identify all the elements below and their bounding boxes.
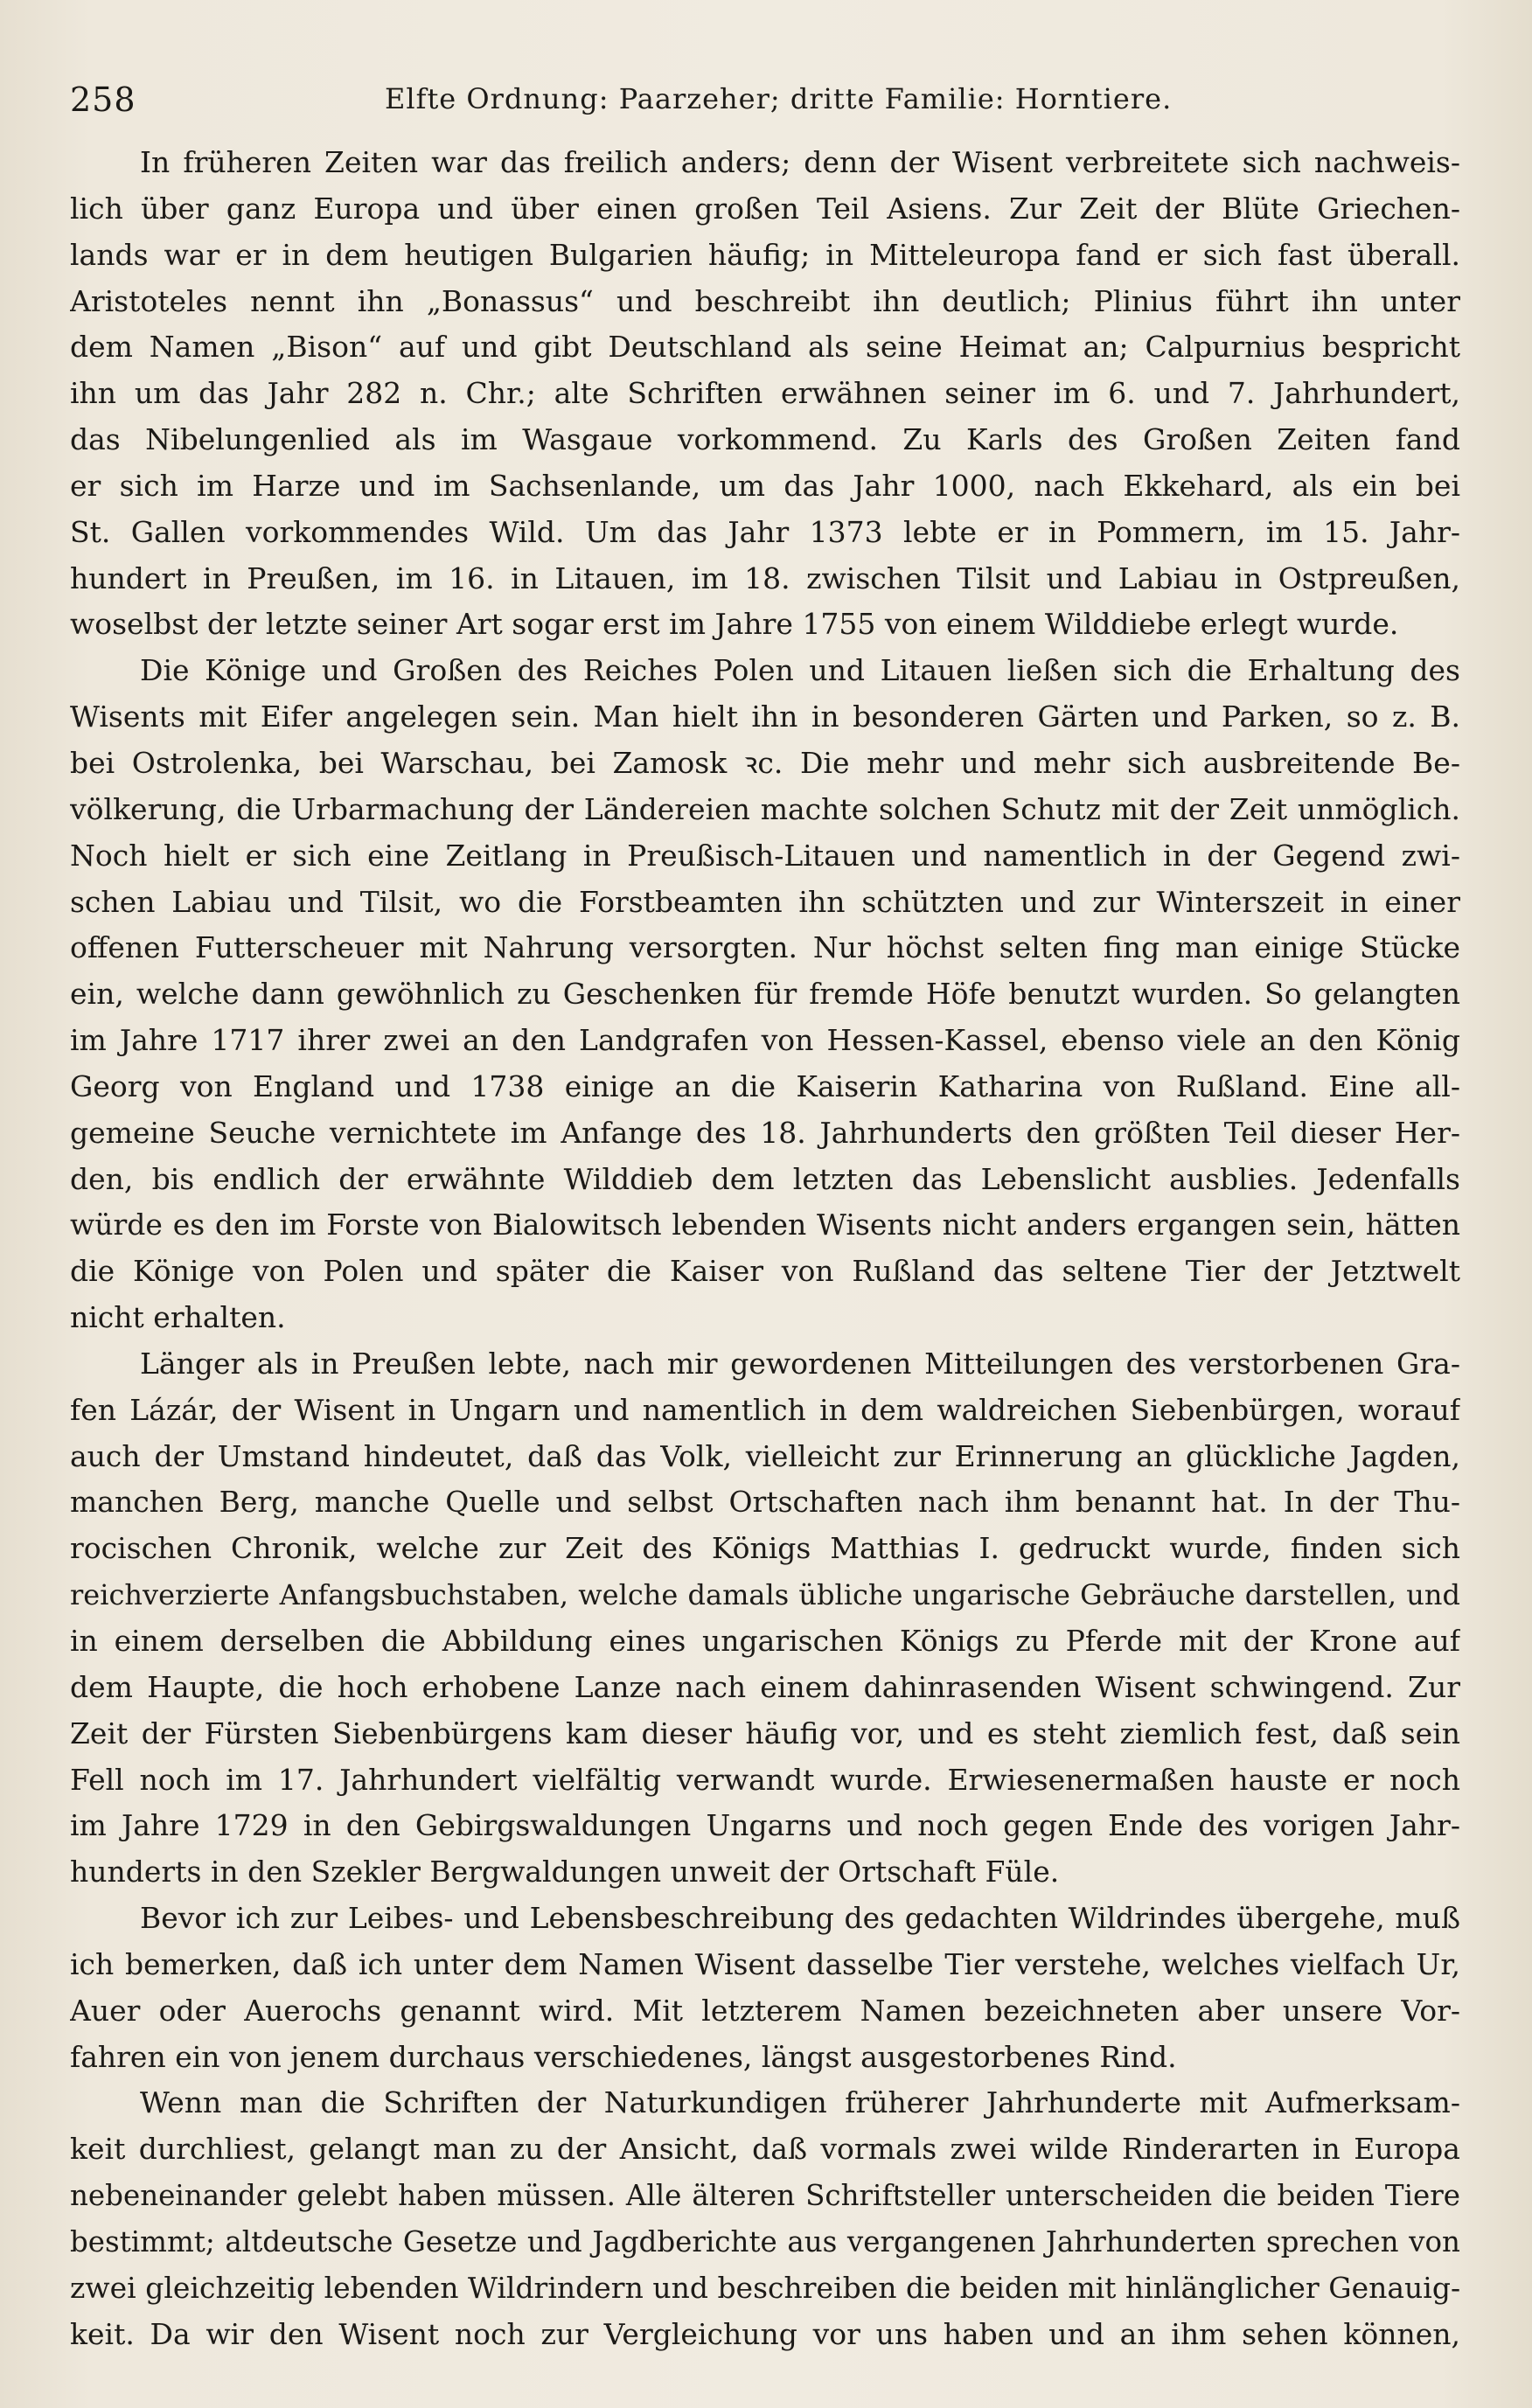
text-line: völkerung, die Urbarmachung der Ländereien machte solchen Schutz mit der Zeit unmöglich. (70, 791, 1460, 826)
text-line: bestimmt; altdeutsche Gesetze und Jagdberichte aus vergangenen Jahrhunderten sprechen von (70, 2224, 1460, 2258)
text-line: ihn um das Jahr 282 n. Chr.; alte Schriften erwähnen seiner im 6. und 7. Jahrhundert, (70, 376, 1460, 411)
text-line: manchen Berg, manche Quelle und selbst Ortschaften nach ihm benannt hat. In der Thu- (70, 1485, 1460, 1520)
body-text (70, 140, 1460, 2358)
text-line: Fell noch im 17. Jahrhundert vielfältig verwandt wurde. Erwiesenermaßen hauste er noch (70, 1762, 1460, 1797)
text-line: nebeneinander gelebt haben müssen. Alle älteren Schriftsteller unterscheiden die beiden Tiere (70, 2179, 1460, 2213)
text-line: dem Haupte, die hoch erhobene Lanze nach einem dahinrasenden Wisent schwingend. Zur (70, 1669, 1460, 1704)
text-line: schen Labiau und Tilsit, wo die Forstbeamten ihn schützten und zur Winterszeit in einer (70, 884, 1460, 919)
text-line: die Könige von Polen und später die Kaiser von Rußland das seltene Tier der Jetztwelt (70, 1254, 1460, 1289)
paragraph-2 (70, 648, 1460, 1341)
text-line: im Jahre 1717 ihrer zwei an den Landgrafen von Hessen-Kassel, ebenso viele an den König (70, 1023, 1460, 1058)
text-line: in einem derselben die Abbildung eines ungarischen Königs zu Pferde mit der Krone auf (70, 1624, 1460, 1658)
paragraph-5 (70, 2080, 1460, 2357)
text-line: dem Namen „Bison“ auf und gibt Deutschland als seine Heimat an; Calpurnius bespricht (70, 330, 1460, 365)
paragraph-1 (70, 140, 1460, 648)
text-line: Länger als in Preußen lebte, nach mir gewordenen Mitteilungen des verstorbenen Gra- (140, 1346, 1460, 1381)
text-line: bei Ostrolenka, bei Warschau, bei Zamosk ꝛc. Die mehr und mehr sich ausbreitende Be- (70, 745, 1460, 780)
text-line: lich über ganz Europa und über einen großen Teil Asiens. Zur Zeit der Blüte Griechen- (70, 191, 1460, 226)
text-line: Georg von England und 1738 einige an die Kaiserin Katharina von Rußland. Eine all- (70, 1068, 1460, 1103)
text-line: nicht erhalten. (70, 1300, 286, 1335)
text-line: hunderts in den Szekler Bergwaldungen unweit der Ortschaft Füle. (70, 1855, 1060, 1890)
text-line: im Jahre 1729 in den Gebirgswaldungen Ungarns und noch gegen Ende des vorigen Jahr- (70, 1808, 1460, 1843)
text-line: offenen Futterscheuer mit Nahrung versorgten. Nur höchst selten fing man einige Stücke (70, 930, 1460, 965)
text-line: Auer oder Auerochs genannt wird. Mit letzterem Namen bezeichneten aber unsere Vor- (70, 1993, 1460, 2028)
running-head (70, 80, 1460, 124)
text-line: keit durchliest, gelangt man zu der Ansicht, daß vormals zwei wilde Rinderarten in Europa (70, 2132, 1460, 2167)
text-line: Zeit der Fürsten Siebenbürgens kam dieser häufig vor, und es steht ziemlich fest, daß sein (70, 1716, 1460, 1750)
text-line: ich bemerken, daß ich unter dem Namen Wisent dasselbe Tier verstehe, welches vielfach Ur, (70, 1946, 1460, 1981)
text-line: Bevor ich zur Leibes- und Lebensbeschreibung des gedachten Wildrindes übergehe, muß (140, 1901, 1460, 1936)
text-line: rocischen Chronik, welche zur Zeit des Königs Matthias I. gedruckt wurde, finden sich (70, 1531, 1460, 1566)
paragraph-4 (70, 1896, 1460, 2080)
text-line: In früheren Zeiten war das freilich anders; denn der Wisent verbreitete sich nachweis- (140, 145, 1460, 179)
page-number: 258 (70, 80, 136, 119)
text-line: fen Lázár, der Wisent in Ungarn und namentlich in dem waldreichen Siebenbürgen, worauf (70, 1392, 1460, 1427)
text-line: St. Gallen vorkommendes Wild. Um das Jahr 1373 lebte er in Pommern, im 15. Jahr- (70, 514, 1460, 549)
text-line: Aristoteles nennt ihn „Bonassus“ und beschreibt ihn deutlich; Plinius führt ihn unter (70, 283, 1460, 318)
text-line: reichverzierte Anfangsbuchstaben, welche damals übliche ungarische Gebräuche darstellen, und (70, 1578, 1460, 1612)
text-line: den, bis endlich der erwähnte Wilddieb dem letzten das Lebenslicht ausblies. Jedenfalls (70, 1161, 1460, 1196)
text-line: Die Könige und Großen des Reiches Polen und Litauen ließen sich die Erhaltung des (140, 653, 1460, 688)
text-line: würde es den im Forste von Bialowitsch lebenden Wisents nicht anders ergangen sein, hätten (70, 1207, 1460, 1242)
text-line: auch der Umstand hindeutet, daß das Volk, vielleicht zur Erinnerung an glückliche Jagden, (70, 1438, 1460, 1473)
text-line: hundert in Preußen, im 16. in Litauen, im 18. zwischen Tilsit und Labiau in Ostpreußen, (70, 560, 1460, 595)
text-line: lands war er in dem heutigen Bulgarien häufig; in Mitteleuropa fand er sich fast überall. (70, 237, 1460, 272)
text-line: Wenn man die Schriften der Naturkundigen früherer Jahrhunderte mit Aufmerksam- (140, 2085, 1460, 2120)
text-line: zwei gleichzeitig lebenden Wildrindern und beschreiben die beiden mit hinlänglicher Genauig- (70, 2270, 1460, 2305)
running-title: Elfte Ordnung: Paarzeher; dritte Familie: Horntiere. (385, 82, 1173, 115)
paragraph-3 (70, 1341, 1460, 1896)
text-line: ein, welche dann gewöhnlich zu Geschenken für fremde Höfe benutzt wurden. So gelangten (70, 977, 1460, 1012)
text-line: das Nibelungenlied als im Wasgaue vorkommend. Zu Karls des Großen Zeiten fand (70, 422, 1460, 457)
text-line: Noch hielt er sich eine Zeitlang in Preußisch-Litauen und namentlich in der Gegend zwi- (70, 838, 1460, 873)
text-line: gemeine Seuche vernichtete im Anfange des 18. Jahrhunderts den größten Teil dieser Her- (70, 1115, 1460, 1150)
text-line: woselbst der letzte seiner Art sogar erst im Jahre 1755 von einem Wilddiebe erlegt wurde. (70, 607, 1399, 642)
text-line: Wisents mit Eifer angelegen sein. Man hielt ihn in besonderen Gärten und Parken, so z. B. (70, 699, 1460, 734)
text-line: fahren ein von jenem durchaus verschiedenes, längst ausgestorbenes Rind. (70, 2039, 1177, 2074)
text-line: er sich im Harze und im Sachsenlande, um das Jahr 1000, nach Ekkehard, als ein bei (70, 468, 1460, 503)
text-line: keit. Da wir den Wisent noch zur Vergleichung vor uns haben und an ihm sehen können, (70, 2316, 1460, 2351)
